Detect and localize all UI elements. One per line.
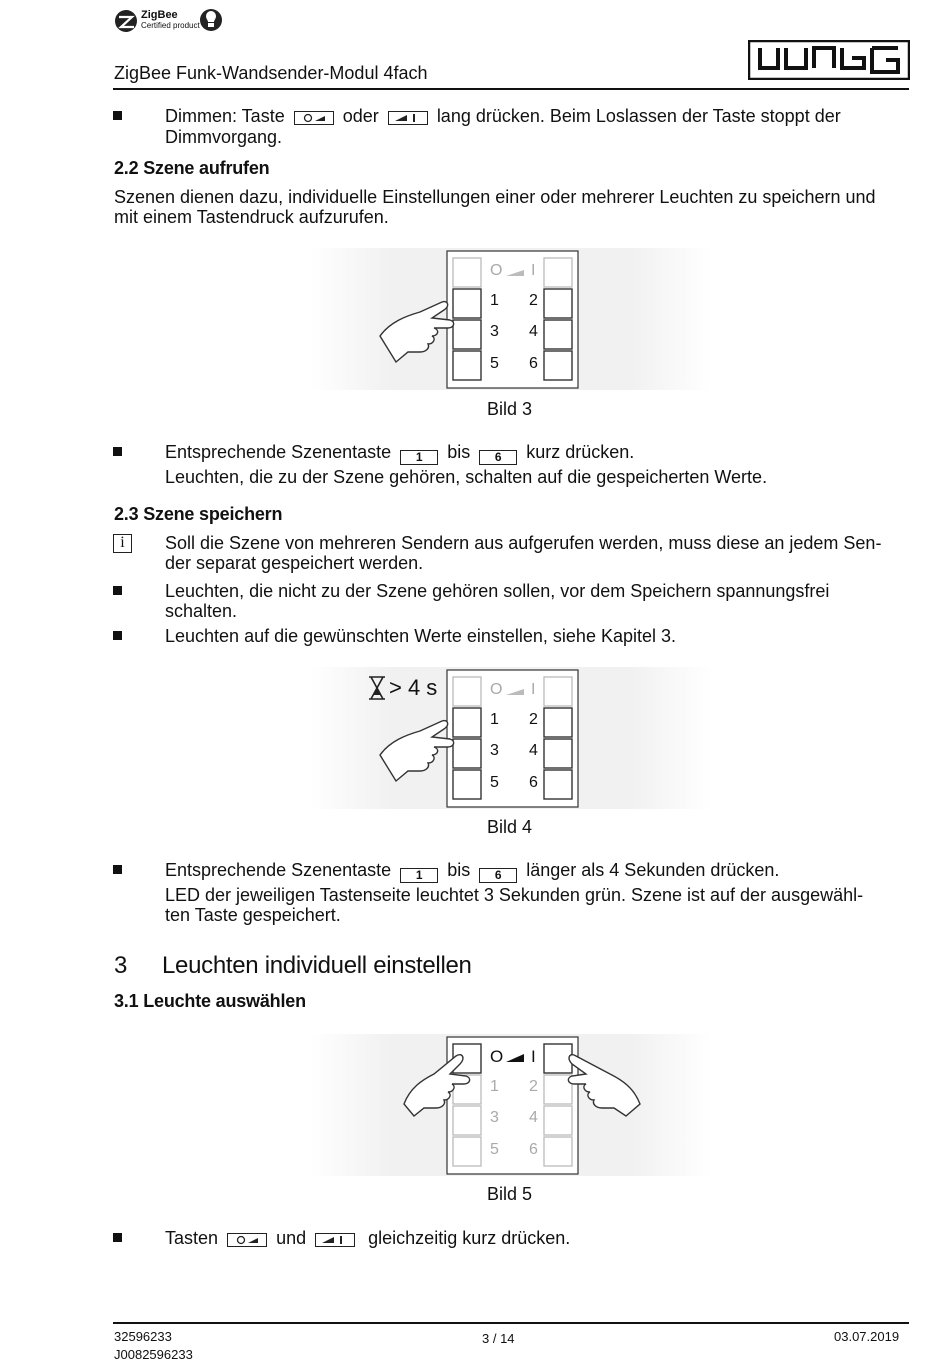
section-2-2-intro-line1: Szenen dienen dazu, individuelle Einstellungen einer oder mehrerer Leuchten zu speichern und <box>114 187 876 207</box>
header-rule <box>113 88 909 90</box>
device-off-label: O <box>490 1047 504 1066</box>
step-und: und <box>276 1228 307 1248</box>
key-off-dim-icon <box>227 1233 267 1247</box>
section-2-3-result-line2: ten Taste gespeichert. <box>165 905 341 925</box>
footer-page-number: 3 / 14 <box>482 1331 515 1346</box>
section-2-3-step <box>165 860 779 883</box>
bullet <box>113 447 122 456</box>
device-key-3: 3 <box>490 323 499 340</box>
zigbee-subtitle: Certified product <box>141 21 200 30</box>
jung-logo <box>748 40 910 80</box>
dimming-prefix: Dimmen: Taste <box>165 106 285 126</box>
footer-date: 03.07.2019 <box>834 1329 900 1344</box>
key-6-icon: 6 <box>479 450 517 465</box>
key-1-icon: 1 <box>400 450 438 465</box>
key-1-icon: 1 <box>400 868 438 883</box>
device-key-1: 1 <box>490 711 499 728</box>
device-key-6: 6 <box>529 355 538 372</box>
device-key-3: 3 <box>490 1109 499 1126</box>
dimming-oder: oder <box>342 106 379 126</box>
scene-store-illustration <box>310 667 712 809</box>
device-key-2: 2 <box>529 1078 538 1095</box>
step-suffix: länger als 4 Sekunden drücken. <box>526 860 780 880</box>
device-key-3: 3 <box>490 742 499 759</box>
key-on-dim-icon <box>388 111 428 125</box>
device-key-5: 5 <box>490 1141 499 1158</box>
select-light-illustration <box>310 1034 712 1176</box>
figure-4-caption: Bild 4 <box>487 817 533 837</box>
step-suffix: gleichzeitig kurz drücken. <box>368 1228 571 1248</box>
dimming-text-line2: Dimmvorgang. <box>165 127 283 147</box>
device-key-4: 4 <box>529 323 538 340</box>
section-2-2-intro-line2: mit einem Tastendruck aufzurufen. <box>114 207 389 227</box>
info-text-line1: Soll die Szene von mehreren Sendern aus aufgerufen werden, muss diese an jedem Sen- <box>165 533 882 553</box>
page-title: ZigBee Funk-Wandsender-Modul 4fach <box>114 63 428 83</box>
bullet-2-line2: schalten. <box>165 601 238 621</box>
device-key-1: 1 <box>490 292 499 309</box>
footer-rule <box>113 1322 909 1324</box>
device-off-label: O <box>490 262 503 279</box>
device-on-label: I <box>531 1047 536 1066</box>
bullet-2-line1: Leuchten, die nicht zu der Szene gehören sollen, vor dem Speichern spannungsfrei <box>165 581 830 601</box>
key-off-dim-icon <box>294 111 334 125</box>
bullet <box>113 111 122 120</box>
bullet <box>113 865 122 874</box>
bullet <box>113 1233 122 1242</box>
figure-3 <box>310 248 712 390</box>
figure-5 <box>310 1034 712 1176</box>
footer-doc-number: 32596233 <box>114 1329 172 1344</box>
zigbee-brand: ZigBee <box>141 9 178 21</box>
section-2-2-result: Leuchten, die zu der Szene gehören, schalten auf die gespeicherten Werte. <box>165 467 768 487</box>
dimming-suffix: lang drücken. Beim Loslassen der Taste stoppt der <box>436 106 841 126</box>
section-2-2-heading: 2.2 Szene aufrufen <box>114 158 270 178</box>
section-2-3-heading: 2.3 Szene speichern <box>114 504 283 524</box>
device-key-5: 5 <box>490 355 499 372</box>
hold-duration-label: > 4 s <box>389 675 438 700</box>
chapter-3-title: Leuchten individuell einstellen <box>162 952 472 979</box>
info-text-line2: der separat gespeichert werden. <box>165 553 424 573</box>
device-key-1: 1 <box>490 1078 499 1095</box>
footer-doc-id: J0082596233 <box>114 1347 193 1362</box>
device-key-4: 4 <box>529 1109 538 1126</box>
device-key-5: 5 <box>490 774 499 791</box>
step-bis: bis <box>447 442 471 462</box>
jung-logo-icon <box>748 40 910 80</box>
step-bis: bis <box>447 860 471 880</box>
device-off-label: O <box>490 681 503 698</box>
step-prefix: Tasten <box>165 1228 219 1248</box>
chapter-3-step <box>165 1228 570 1248</box>
bullet <box>113 631 122 640</box>
section-3-1-heading: 3.1 Leuchte auswählen <box>114 991 306 1011</box>
section-2-3-result-line1: LED der jeweiligen Tastenseite leuchtet 3 Sekunden grün. Szene ist auf der ausgewähl- <box>165 885 864 905</box>
bullet-3: Leuchten auf die gewünschten Werte einstellen, siehe Kapitel 3. <box>165 626 677 646</box>
dimming-text-line1 <box>165 106 841 126</box>
step-suffix: kurz drücken. <box>526 442 635 462</box>
device-key-4: 4 <box>529 742 538 759</box>
device-key-6: 6 <box>529 1141 538 1158</box>
zigbee-logo <box>114 8 232 34</box>
figure-4 <box>310 667 712 809</box>
figure-3-caption: Bild 3 <box>487 399 533 419</box>
device-key-2: 2 <box>529 711 538 728</box>
figure-5-caption: Bild 5 <box>487 1184 533 1204</box>
section-2-2-step <box>165 442 634 465</box>
bullet <box>113 586 122 595</box>
chapter-3-number: 3 <box>114 952 128 979</box>
info-icon: i <box>113 534 132 553</box>
step-prefix: Entsprechende Szenentaste <box>165 860 392 880</box>
step-prefix: Entsprechende Szenentaste <box>165 442 392 462</box>
device-on-label: I <box>531 262 536 279</box>
device-key-2: 2 <box>529 292 538 309</box>
scene-recall-illustration <box>310 248 712 390</box>
key-on-dim-icon <box>315 1233 355 1247</box>
device-key-6: 6 <box>529 774 538 791</box>
key-6-icon: 6 <box>479 868 517 883</box>
device-on-label: I <box>531 681 536 698</box>
